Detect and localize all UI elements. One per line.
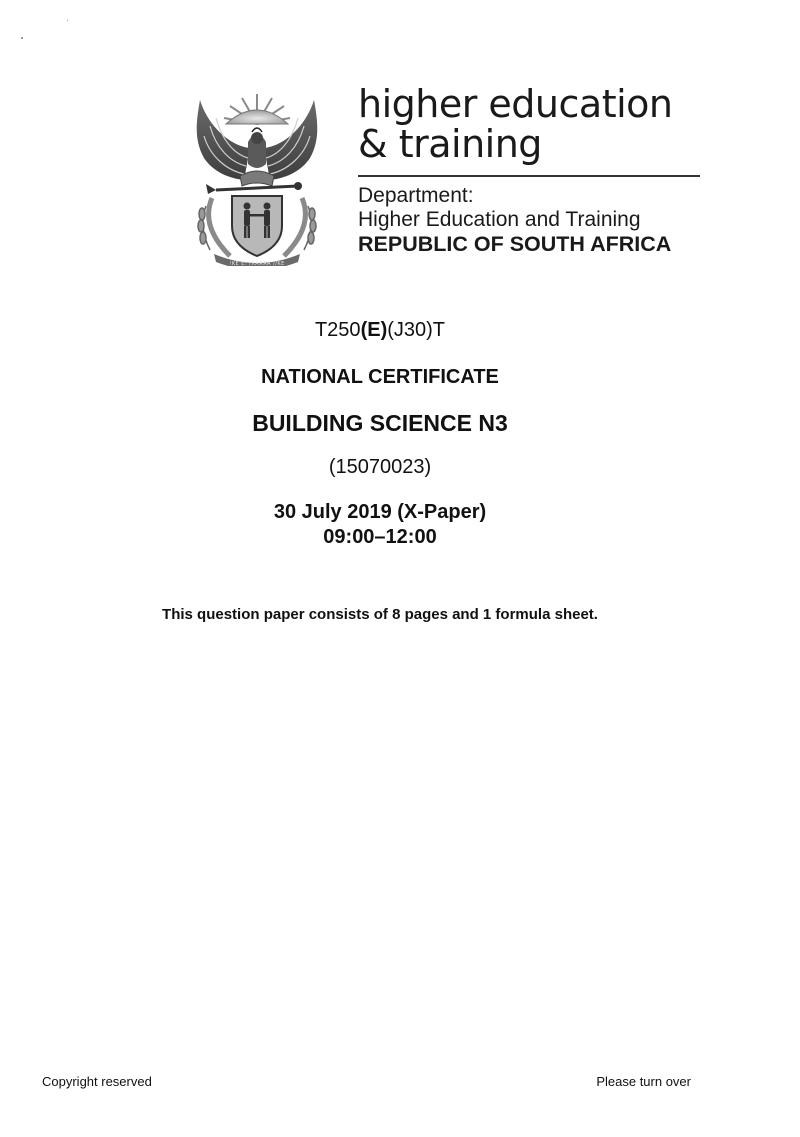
- exam-time: 09:00–12:00: [323, 526, 437, 548]
- paper-code-suffix: (J30)T: [387, 319, 446, 341]
- subject-title: BUILDING SCIENCE N3: [252, 410, 508, 436]
- footer-copyright: Copyright reserved: [42, 1074, 152, 1089]
- certificate-title: NATIONAL CERTIFICATE: [261, 366, 499, 388]
- brand-wordmark: [358, 84, 703, 164]
- paper-code-prefix: T250: [314, 319, 361, 341]
- paper-code: [0, 319, 760, 342]
- scan-speck: [67, 20, 68, 21]
- exam-date: 30 July 2019 (X-Paper): [273, 501, 487, 523]
- brand-line-higher-education: higher education: [358, 82, 673, 126]
- svg-text:!KE E: /XARRA //KE: !KE E: /XARRA //KE: [229, 261, 285, 266]
- country-name: REPUBLIC OF SOUTH AFRICA: [358, 232, 672, 256]
- brand-divider: [358, 175, 700, 177]
- department-label: Department:: [358, 184, 474, 207]
- paper-code-language: (E): [360, 319, 388, 341]
- brand-line-training: & training: [358, 122, 542, 166]
- coat-of-arms-emblem: [186, 86, 328, 266]
- department-name: Higher Education and Training: [358, 208, 641, 231]
- footer-turn-over: Please turn over: [596, 1074, 691, 1089]
- scan-speck: [21, 37, 23, 39]
- department-block: [358, 184, 718, 256]
- page-count-note: This question paper consists of 8 pages and 1 formula sheet.: [162, 606, 598, 623]
- subject-code: (15070023): [328, 456, 432, 478]
